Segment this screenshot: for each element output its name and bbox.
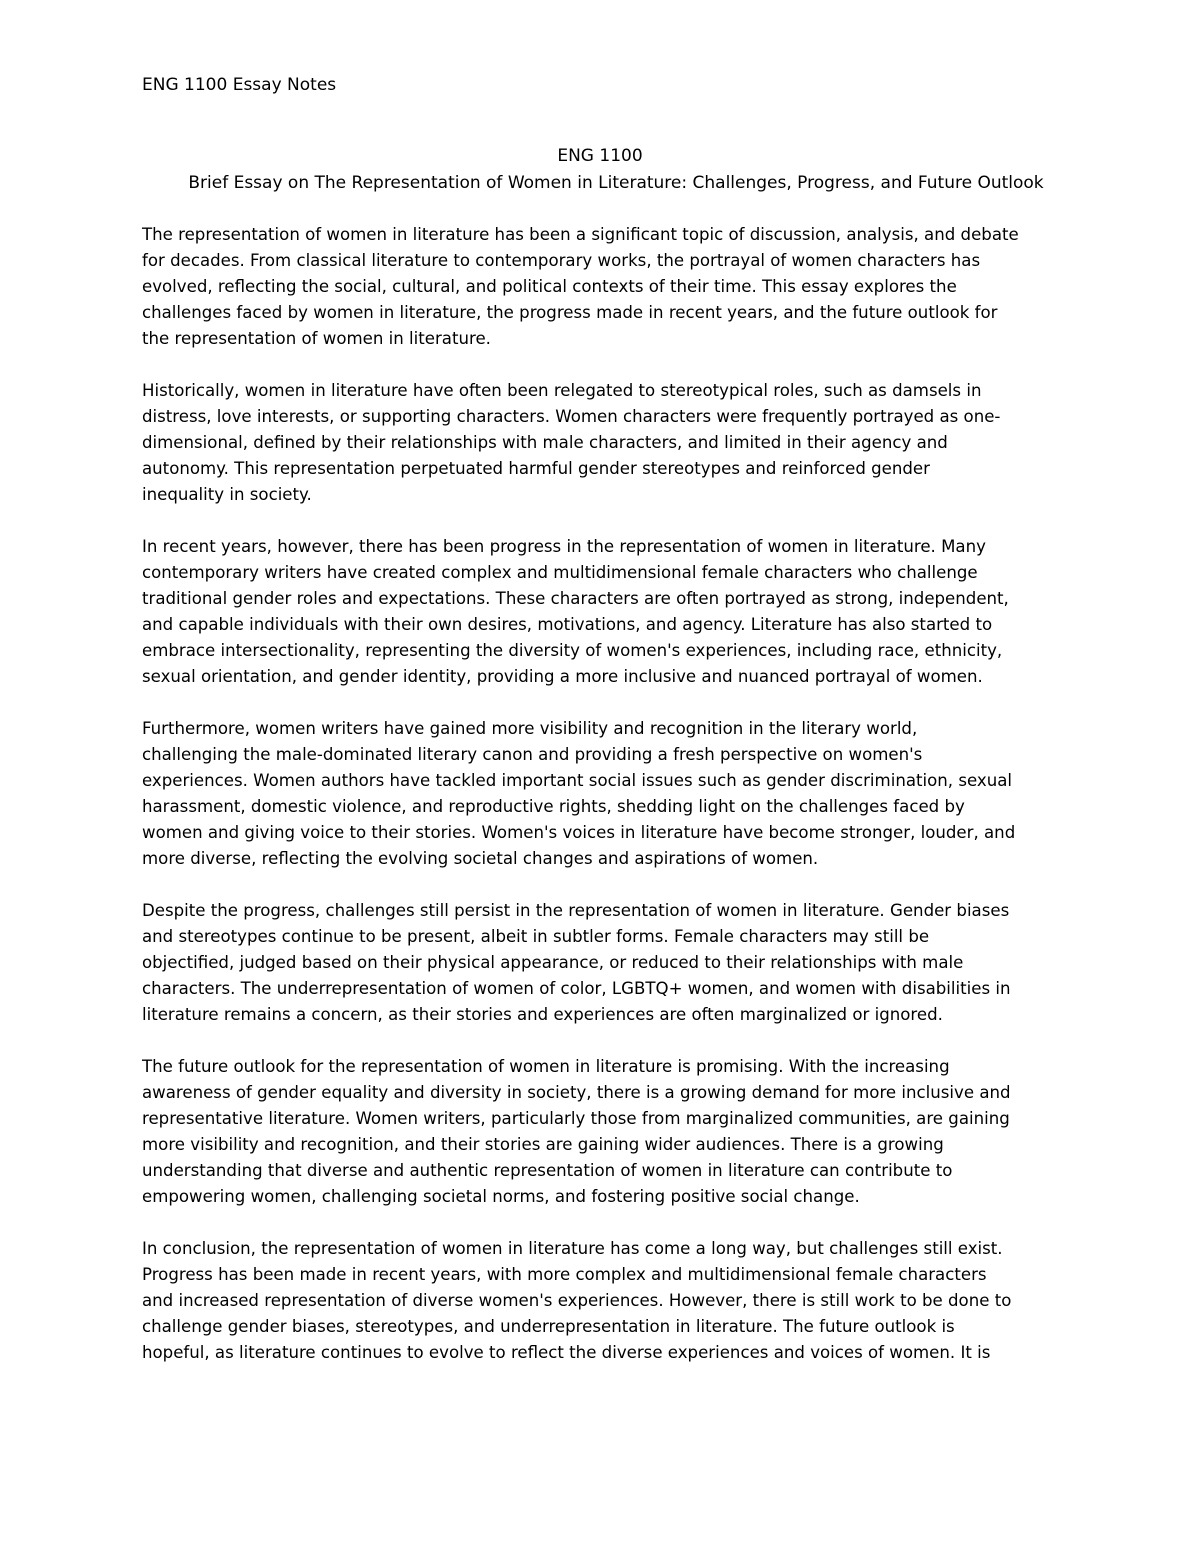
text-line: and capable individuals with their own desires, motivations, and agency. Literature has also started to (142, 615, 993, 634)
essay-paragraph (142, 1054, 1072, 1210)
text-line: and stereotypes continue to be present, albeit in subtler forms. Female characters may still be (142, 927, 930, 946)
text-line: characters. The underrepresentation of women of color, LGBTQ+ women, and women with disabilities in (142, 979, 1011, 998)
text-line: objectified, judged based on their physical appearance, or reduced to their relationships with male (142, 953, 964, 972)
text-line: sexual orientation, and gender identity, providing a more inclusive and nuanced portrayal of women. (142, 667, 983, 686)
text-line: experiences. Women authors have tackled important social issues such as gender discrimination, sexual (142, 771, 1013, 790)
essay-paragraph (142, 716, 1072, 872)
text-line: representative literature. Women writers, particularly those from marginalized communities, are gaining (142, 1109, 1010, 1128)
essay-paragraph (142, 534, 1072, 690)
course-title: ENG 1100 (557, 146, 643, 166)
essay-paragraph (142, 222, 1072, 352)
text-line: Furthermore, women writers have gained more visibility and recognition in the literary world, (142, 719, 918, 738)
text-line: The future outlook for the representation of women in literature is promising. With the increasing (142, 1057, 950, 1076)
essay-paragraph (142, 898, 1072, 1028)
essay-paragraph (142, 1236, 1072, 1366)
text-line: dimensional, defined by their relationships with male characters, and limited in their agency and (142, 433, 948, 452)
text-line: challenges faced by women in literature, the progress made in recent years, and the future outlook for (142, 303, 998, 322)
text-line: women and giving voice to their stories. Women's voices in literature have become stronger, louder, and (142, 823, 1016, 842)
text-line: Despite the progress, challenges still persist in the representation of women in literature. Gender biases (142, 901, 1010, 920)
text-line: for decades. From classical literature to contemporary works, the portrayal of women characters has (142, 251, 981, 270)
text-line: distress, love interests, or supporting characters. Women characters were frequently portrayed as one- (142, 407, 1001, 426)
text-line: The representation of women in literature has been a significant topic of discussion, analysis, and debate (142, 225, 1019, 244)
text-line: awareness of gender equality and diversity in society, there is a growing demand for more inclusive and (142, 1083, 1011, 1102)
essay-title: Brief Essay on The Representation of Women in Literature: Challenges, Progress, and Future Outlook (188, 173, 1044, 193)
text-line: Progress has been made in recent years, with more complex and multidimensional female characters (142, 1265, 987, 1284)
text-line: In recent years, however, there has been progress in the representation of women in literature. Many (142, 537, 986, 556)
text-line: autonomy. This representation perpetuated harmful gender stereotypes and reinforced gender (142, 459, 930, 478)
text-line: Historically, women in literature have often been relegated to stereotypical roles, such as damsels in (142, 381, 982, 400)
essay-paragraph (142, 378, 1072, 508)
text-line: evolved, reflecting the social, cultural, and political contexts of their time. This essay explores the (142, 277, 957, 296)
text-line: empowering women, challenging societal norms, and fostering positive social change. (142, 1187, 860, 1206)
text-line: and increased representation of diverse women's experiences. However, there is still work to be done to (142, 1291, 1012, 1310)
text-line: contemporary writers have created complex and multidimensional female characters who challenge (142, 563, 978, 582)
text-line: inequality in society. (142, 485, 312, 504)
text-line: more diverse, reflecting the evolving societal changes and aspirations of women. (142, 849, 819, 868)
text-line: more visibility and recognition, and their stories are gaining wider audiences. There is a growing (142, 1135, 944, 1154)
text-line: embrace intersectionality, representing the diversity of women's experiences, including race, ethnicity, (142, 641, 1003, 660)
text-line: In conclusion, the representation of women in literature has come a long way, but challenges still exist. (142, 1239, 1003, 1258)
text-line: challenging the male-dominated literary canon and providing a fresh perspective on women's (142, 745, 923, 764)
text-line: traditional gender roles and expectations. These characters are often portrayed as strong, independent, (142, 589, 1009, 608)
text-line: literature remains a concern, as their stories and experiences are often marginalized or ignored. (142, 1005, 943, 1024)
text-line: hopeful, as literature continues to evolve to reflect the diverse experiences and voices of women. It is (142, 1343, 991, 1362)
document-header: ENG 1100 Essay Notes (142, 75, 337, 95)
text-line: challenge gender biases, stereotypes, and underrepresentation in literature. The future outlook is (142, 1317, 955, 1336)
text-line: understanding that diverse and authentic representation of women in literature can contribute to (142, 1161, 953, 1180)
essay-body (142, 222, 1072, 1392)
text-line: the representation of women in literature. (142, 329, 491, 348)
text-line: harassment, domestic violence, and reproductive rights, shedding light on the challenges faced by (142, 797, 965, 816)
